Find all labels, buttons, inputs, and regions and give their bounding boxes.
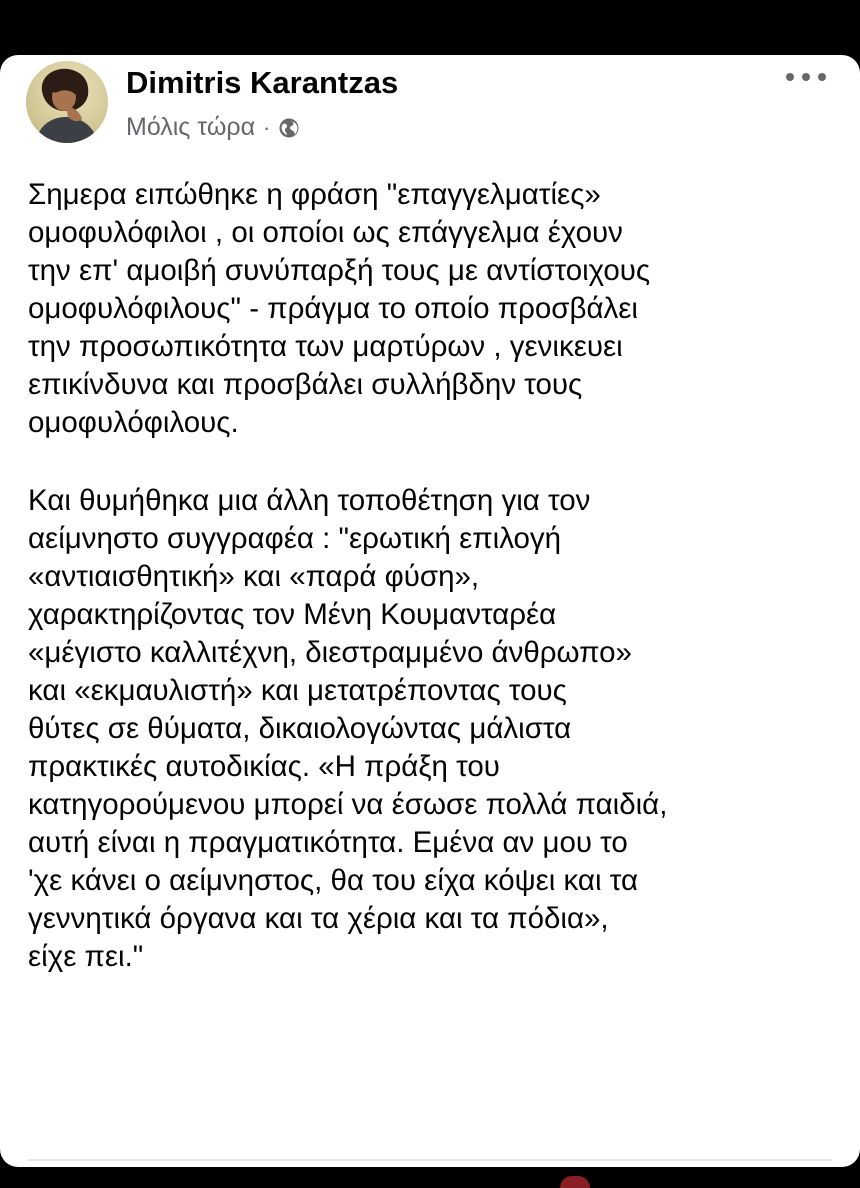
post-card [0, 55, 860, 1167]
post-paragraph-1 [28, 176, 843, 442]
post-text-line: θύτες σε θύματα, δικαιολογώντας μάλιστα [28, 712, 572, 745]
author-name[interactable]: Dimitris Karantzas [126, 65, 399, 100]
avatar[interactable] [26, 61, 108, 143]
post-text-line: την επ' αμοιβή συνύπαρξή τους με αντίστοιχους [28, 254, 651, 287]
screen-bottom-edge [0, 1167, 860, 1185]
more-options-icon-dot [786, 73, 794, 81]
post-text-line: ομοφυλόφιλους" - πράγμα το οποίο προσβάλει [28, 292, 638, 325]
post-divider [28, 1159, 832, 1161]
globe-icon[interactable] [278, 117, 300, 139]
post-text-line: ομοφυλόφιλους. [28, 406, 239, 439]
post-text-line: γεννητικά όργανα και τα χέρια και τα πόδια», [28, 902, 609, 935]
post-text-line: «μέγιστο καλλιτέχνη, διεστραμμένο άνθρωπο» [28, 636, 632, 669]
paragraph-spacer [28, 442, 843, 482]
post-text-line: επικίνδυνα και προσβάλει συλλήβδην τους [28, 368, 583, 401]
more-options-icon-dot [802, 73, 810, 81]
post-text-line: Σημερα ειπώθηκε η φράση "επαγγελματίες» [28, 178, 601, 211]
post-text-line: αείμνηστο συγγραφέα : "ερωτική επιλογή [28, 522, 562, 555]
post-text-line: και «εκμαυλιστή» και μετατρέποντας τους [28, 674, 567, 707]
post-text-line: αυτή είναι η πραγματικότητα. Εμένα αν μου το [28, 826, 628, 859]
post-text-line: κατηγορούμενου μπορεί να έσωσε πολλά παιδιά, [28, 788, 668, 821]
post-paragraph-2 [28, 482, 843, 976]
post-text-line: χαρακτηρίζοντας τον Μένη Κουμανταρέα [28, 598, 557, 631]
reaction-icon[interactable] [560, 1176, 590, 1188]
more-options-icon-dot [818, 73, 826, 81]
post-text [28, 176, 843, 976]
post-meta [126, 113, 300, 142]
post-text-line: Και θυμήθηκα μια άλλη τοποθέτηση για τον [28, 484, 591, 517]
avatar-photo [26, 61, 108, 143]
more-options-button[interactable] [786, 67, 826, 87]
post-timestamp[interactable]: Μόλις τώρα [126, 113, 256, 141]
post-text-line: «αντιαισθητική» και «παρά φύση», [28, 560, 480, 593]
meta-separator: · [263, 114, 271, 140]
post-text-line: είχε πει." [28, 940, 144, 973]
post-text-line: ομοφυλόφιλοι , οι οποίοι ως επάγγελμα έχουν [28, 216, 623, 249]
post-text-line: την προσωπικότητα των μαρτύρων , γενικευει [28, 330, 623, 363]
post-text-line: πρακτικές αυτοδικίας. «Η πράξη του [28, 750, 500, 783]
post-text-line: 'χε κάνει ο αείμνηστος, θα του είχα κόψει και τα [28, 864, 639, 897]
